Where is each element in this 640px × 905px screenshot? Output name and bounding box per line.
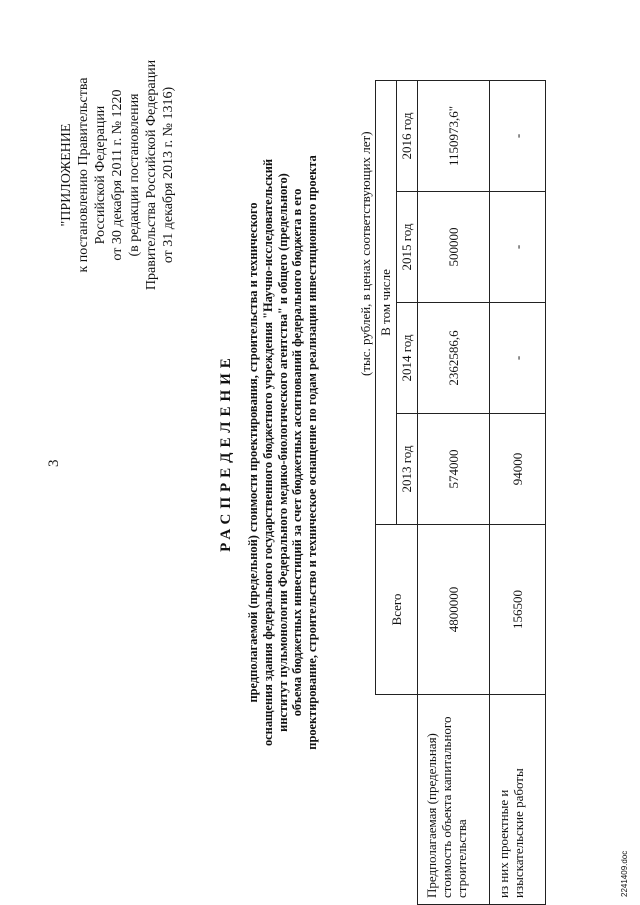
cell-value: 2362586,6 xyxy=(418,303,490,414)
document-subtitle xyxy=(246,0,320,905)
table-row xyxy=(418,81,490,905)
appendix-line: Российской Федерации xyxy=(93,105,108,245)
cell-total: 4800000 xyxy=(418,525,490,695)
cell-value: 500000 xyxy=(418,192,490,303)
column-group-header: В том числе xyxy=(376,81,397,525)
column-header-year: 2015 год xyxy=(397,192,418,303)
appendix-line: Правительства Российской Федерации xyxy=(144,59,159,291)
document-title: РАСПРЕДЕЛЕНИЕ xyxy=(218,353,234,552)
appendix-line: от 30 декабря 2011 г. № 1220 xyxy=(110,89,125,261)
table-row xyxy=(490,81,546,905)
row-label: из них проектные и изыскательские работы xyxy=(490,695,546,905)
units-note: (тыс. рублей, в ценах соответствующих лет) xyxy=(358,131,373,376)
subtitle-line: объема бюджетных инвестиций за счет бюджетных ассигнований федерального бюджета в его xyxy=(290,188,305,717)
distribution-table xyxy=(375,80,546,905)
subtitle-line: предполагаемой (предельной) стоимости проектирования, строительства и технического xyxy=(246,202,260,703)
appendix-line: (в редакции постановления xyxy=(127,93,142,257)
table-corner-cell xyxy=(376,695,418,905)
cell-value: 1150973,6" xyxy=(418,81,490,192)
subtitle-line: проектирование, строительство и техническое оснащение по годам реализации инвестиционного проекта xyxy=(305,155,320,750)
cell-value: - xyxy=(490,303,546,414)
appendix-line: от 31 декабря 2013 г. № 1316) xyxy=(161,86,176,264)
appendix-line: "ПРИЛОЖЕНИЕ xyxy=(59,123,74,227)
cell-value: 94000 xyxy=(490,414,546,525)
column-header-year: 2014 год xyxy=(397,303,418,414)
cell-value: - xyxy=(490,192,546,303)
appendix-line: к постановлению Правительства xyxy=(76,77,91,273)
file-footer: 2241409.doc xyxy=(620,850,629,897)
subtitle-line: институт пульмонологии Федерального медико-биологического агентства" и общего (предельного) xyxy=(275,173,290,732)
column-header-year: 2013 год xyxy=(397,414,418,525)
column-header-year: 2016 год xyxy=(397,81,418,192)
column-header-total: Всего xyxy=(376,525,418,695)
cell-value: - xyxy=(490,81,546,192)
row-label: Предполагаемая (предельная) стоимость объекта капитального строительства xyxy=(418,695,490,905)
appendix-block xyxy=(58,10,177,340)
page-number: 3 xyxy=(46,459,62,467)
subtitle-line: оснащения здания федерального государственного бюджетного учреждения "Научно-исследовательский xyxy=(260,158,275,747)
cell-value: 574000 xyxy=(418,414,490,525)
cell-total: 156500 xyxy=(490,525,546,695)
